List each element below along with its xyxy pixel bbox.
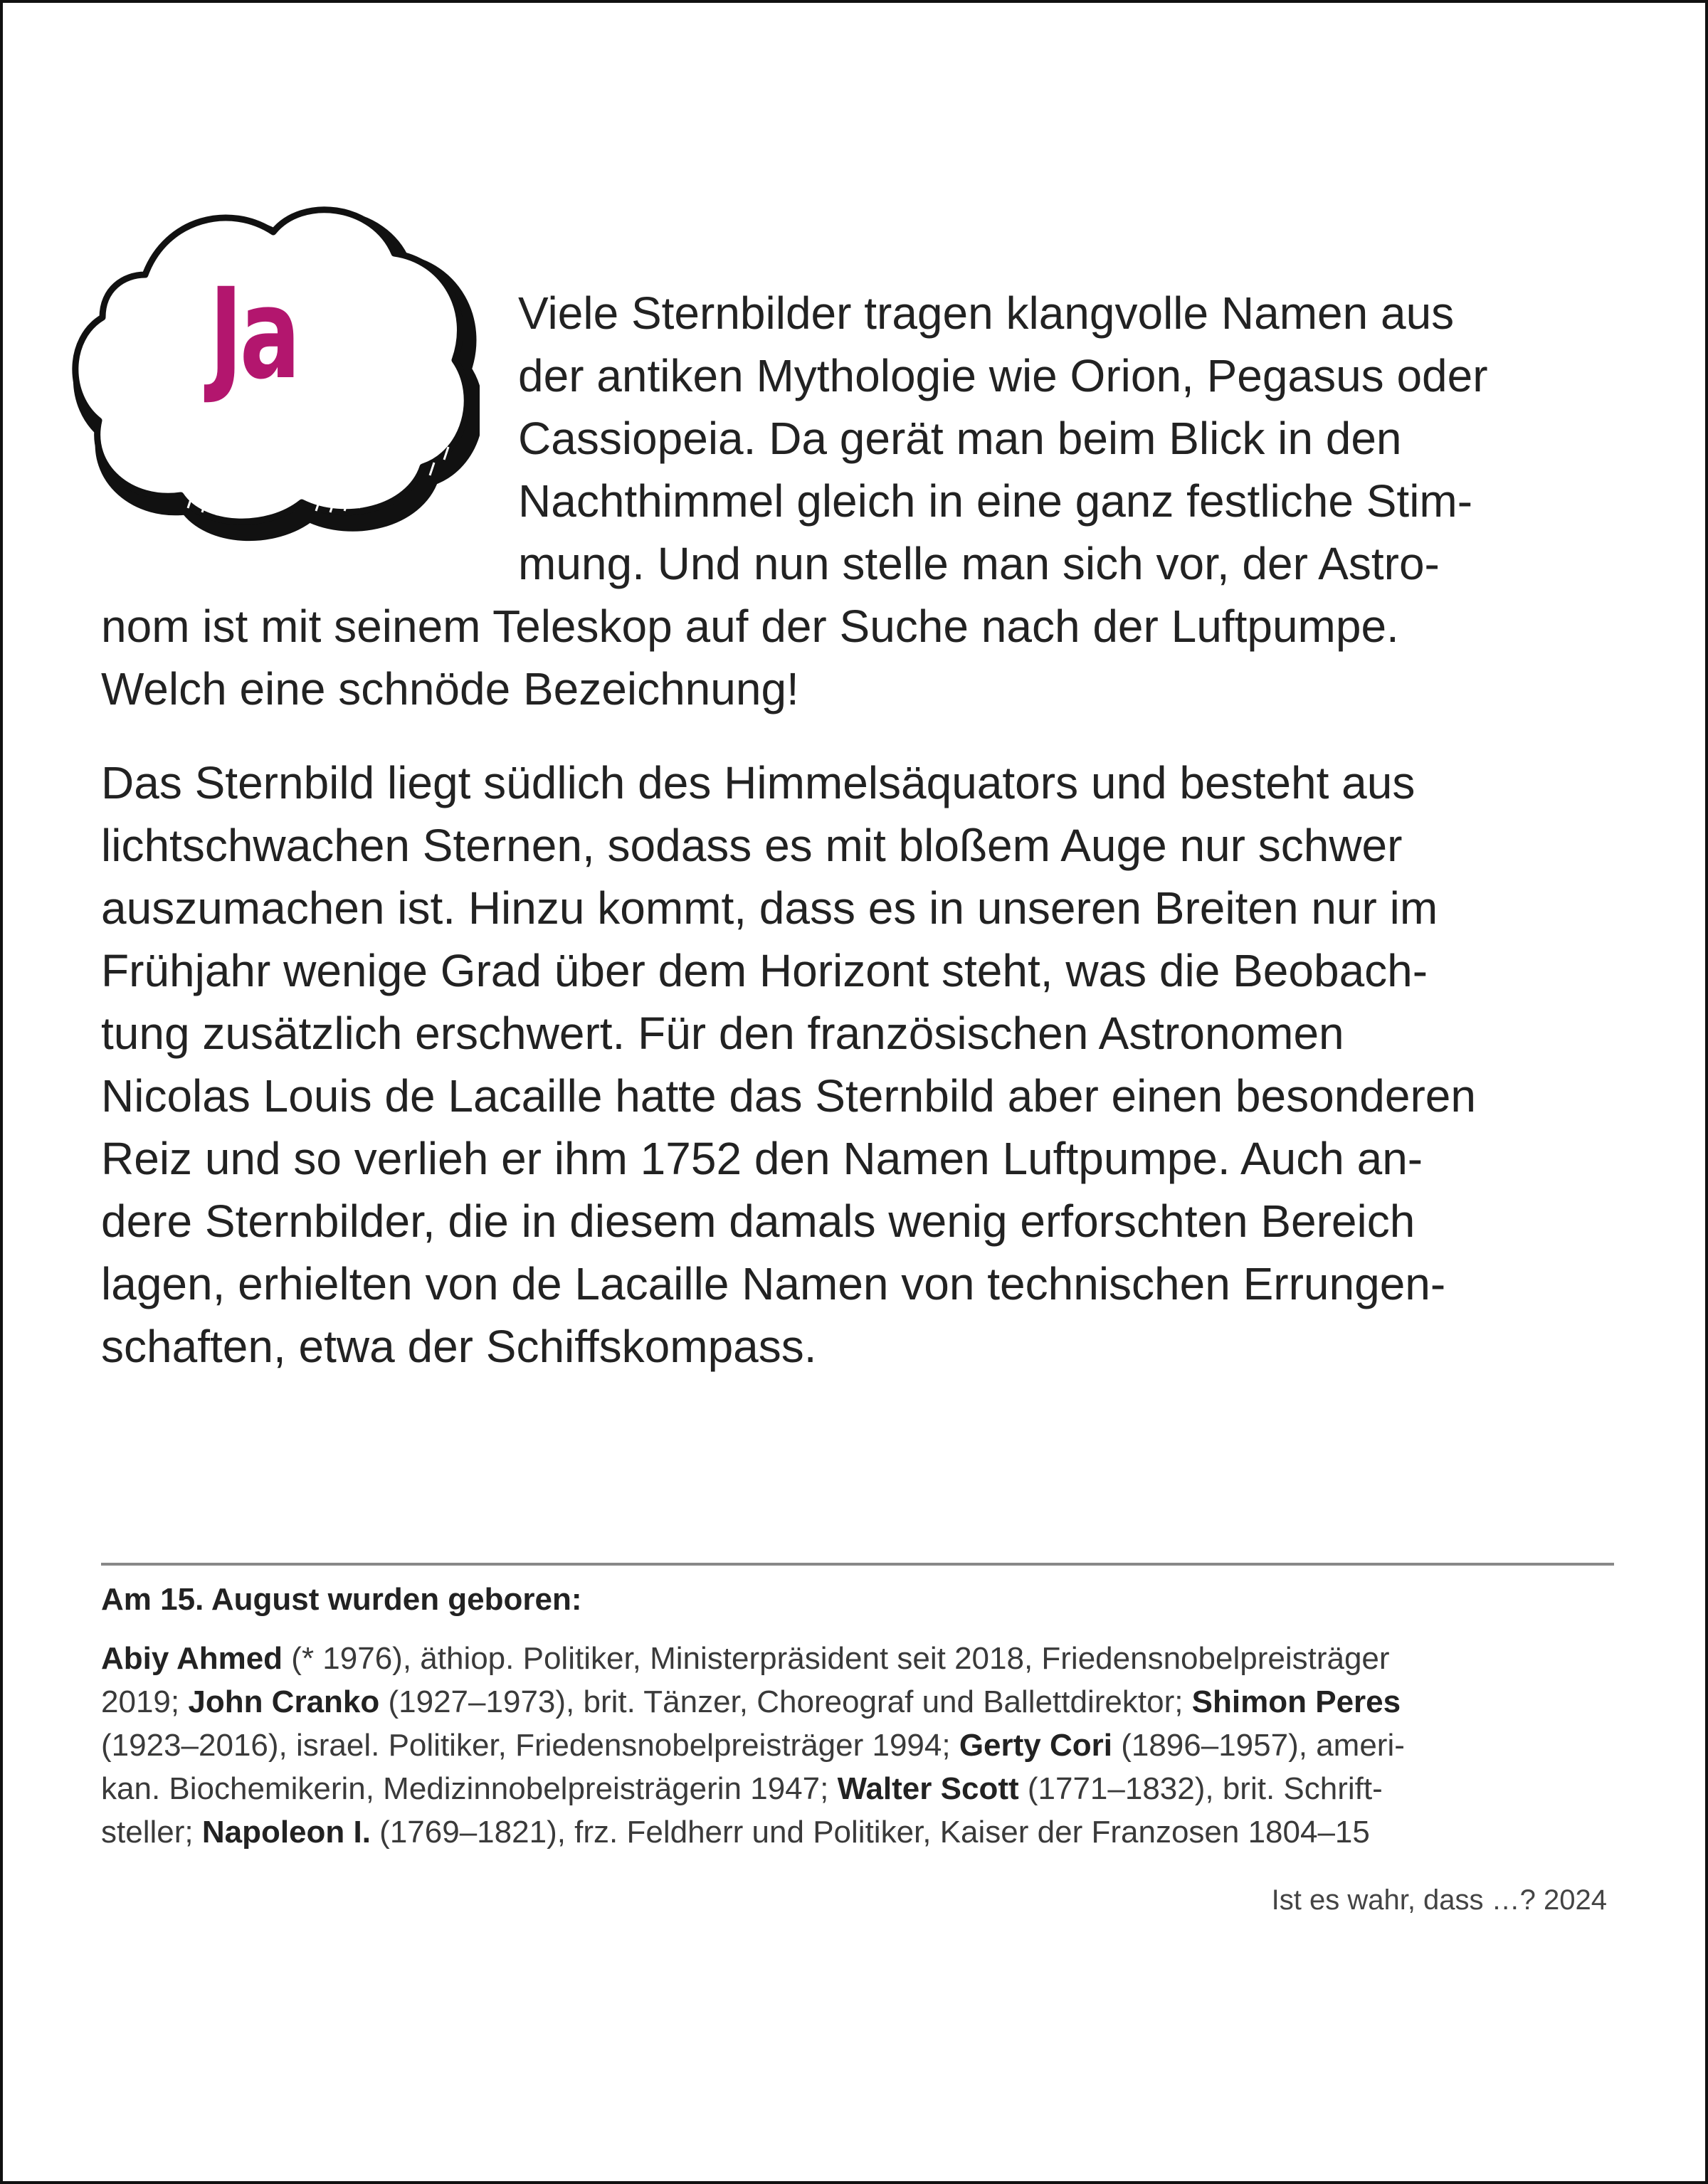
- person-name: Walter Scott: [837, 1771, 1019, 1806]
- person-name: Napoleon I.: [201, 1815, 371, 1850]
- text-line: Reiz und so verlieh er ihm 1752 den Namen Luftpumpe. Auch an-: [101, 1133, 1423, 1184]
- births-line: [101, 1637, 1624, 1680]
- person-name: Abiy Ahmed: [101, 1641, 283, 1676]
- text-line: mung. Und nun stelle man sich vor, der Astro-: [518, 538, 1440, 589]
- person-details: (* 1976), äthiop. Politiker, Ministerpräsident seit 2018, Friedensnobelpreisträger: [283, 1641, 1390, 1676]
- person-details: steller;: [101, 1815, 202, 1850]
- text-line: Nachthimmel gleich in eine ganz festliche Stim-: [518, 475, 1473, 527]
- person-details: kan. Biochemikerin, Medizinnobelpreisträgerin 1947;: [101, 1771, 838, 1806]
- text-line: Frühjahr wenige Grad über dem Horizont steht, was die Beobach-: [101, 945, 1428, 996]
- text-line: schaften, etwa der Schiffskompass.: [101, 1321, 817, 1372]
- text-line: der antiken Mythologie wie Orion, Pegasus oder: [518, 350, 1488, 401]
- body-paragraph: [101, 751, 1631, 1378]
- person-details: (1896–1957), ameri-: [1112, 1728, 1405, 1763]
- births-line: [101, 1767, 1624, 1810]
- person-details: (1923–2016), israel. Politiker, Friedensnobelpreisträger 1994;: [101, 1728, 959, 1763]
- footer-credit: Ist es wahr, dass …? 2024: [1271, 1884, 1607, 1916]
- person-details: 2019;: [101, 1684, 189, 1719]
- births-line: [101, 1810, 1624, 1854]
- intro-paragraph: [101, 282, 1631, 720]
- person-details: (1771–1832), brit. Schrift-: [1018, 1771, 1383, 1806]
- person-name: Gerty Cori: [959, 1728, 1112, 1763]
- text-line: Viele Sternbilder tragen klangvolle Namen aus: [518, 287, 1455, 339]
- text-line: nom ist mit seinem Teleskop auf der Suche nach der Luftpumpe.: [101, 601, 1399, 652]
- person-details: (1769–1821), frz. Feldherr und Politiker, Kaiser der Franzosen 1804–15: [370, 1815, 1370, 1850]
- births-heading: Am 15. August wurden geboren:: [101, 1582, 582, 1617]
- text-line: Das Sternbild liegt südlich des Himmelsäquators und besteht aus: [101, 757, 1416, 808]
- births-line: [101, 1680, 1624, 1724]
- births-line: [101, 1724, 1624, 1767]
- text-line: dere Sternbilder, die in diesem damals wenig erforschten Bereich: [101, 1196, 1416, 1247]
- text-line: Cassiopeia. Da gerät man beim Blick in den: [518, 413, 1402, 464]
- births-list: [101, 1637, 1624, 1854]
- person-name: John Cranko: [188, 1684, 380, 1719]
- text-line: lagen, erhielten von de Lacaille Namen von technischen Errungen-: [101, 1258, 1446, 1309]
- text-line: Welch eine schnöde Bezeichnung!: [101, 663, 799, 714]
- text-line: lichtschwachen Sternen, sodass es mit bloßem Auge nur schwer: [101, 820, 1403, 871]
- answer-badge-text: Ja: [209, 261, 298, 407]
- text-line: tung zusätzlich erschwert. Für den französischen Astronomen: [101, 1008, 1344, 1059]
- text-line: auszumachen ist. Hinzu kommt, dass es in unseren Breiten nur im: [101, 882, 1438, 934]
- text-line: Nicolas Louis de Lacaille hatte das Sternbild aber einen besonderen: [101, 1070, 1476, 1122]
- person-details: (1927–1973), brit. Tänzer, Choreograf und Ballettdirektor;: [379, 1684, 1192, 1719]
- section-divider: [101, 1563, 1614, 1566]
- person-name: Shimon Peres: [1191, 1684, 1401, 1719]
